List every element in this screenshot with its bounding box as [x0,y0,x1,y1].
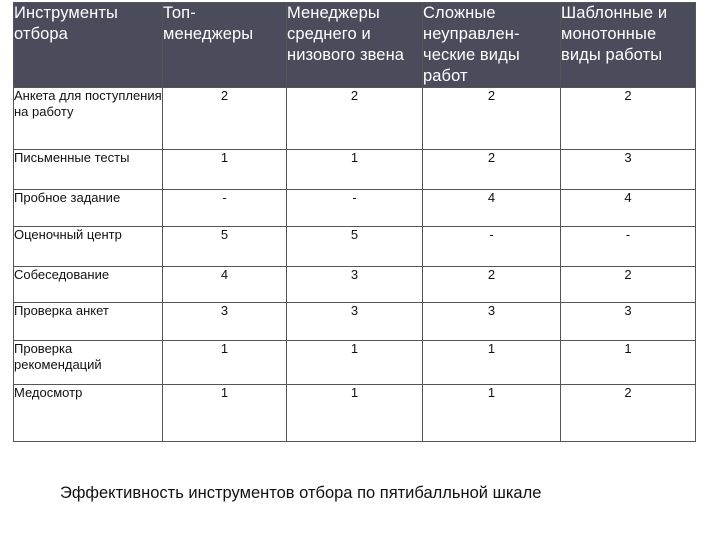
table-cell: - [561,227,696,267]
table-cell: 1 [287,341,423,385]
row-label: Оценочный центр [14,227,163,267]
table-cell: 2 [561,88,696,150]
table-row [14,341,696,385]
table-cell: 1 [287,150,423,190]
table-row [14,385,696,442]
row-label: Медосмотр [14,385,163,442]
table-row [14,150,696,190]
table-cell: 2 [423,88,561,150]
table-cell: 2 [561,267,696,303]
table-cell: 1 [423,385,561,442]
table-cell: - [287,190,423,227]
header-middle-managers: Менеджеры среднего и низового звена [287,3,423,88]
table-cell: 1 [163,341,287,385]
table-cell: 3 [287,267,423,303]
table-row [14,303,696,341]
table-cell: 4 [163,267,287,303]
table-cell: 2 [423,150,561,190]
table-row [14,88,696,150]
header-tools: Инструменты отбора [14,3,163,88]
header-top-managers: Топ-менеджеры [163,3,287,88]
table-cell: 1 [423,341,561,385]
table-cell: 1 [287,385,423,442]
table-cell: 3 [287,303,423,341]
table-cell: 5 [163,227,287,267]
table-cell: 3 [163,303,287,341]
table-cell: 3 [561,150,696,190]
table-cell: 4 [561,190,696,227]
table-cell: 3 [561,303,696,341]
header-routine-work: Шаблонные и монотонные виды работы [561,3,696,88]
table-cell: 3 [423,303,561,341]
table-cell: - [423,227,561,267]
row-label: Проверка рекомендаций [14,341,163,385]
table-cell: 2 [561,385,696,442]
header-complex-work: Сложные неуправлен-ческие виды работ [423,3,561,88]
table-cell: 4 [423,190,561,227]
table-cell: 2 [163,88,287,150]
table-row [14,267,696,303]
table-cell: - [163,190,287,227]
table-cell: 1 [163,385,287,442]
table-row [14,227,696,267]
table-cell: 2 [423,267,561,303]
table-row [14,190,696,227]
table-cell: 1 [163,150,287,190]
table-caption: Эффективность инструментов отбора по пятибалльной шкале [60,484,542,502]
table-cell: 5 [287,227,423,267]
row-label: Анкета для поступления на работу [14,88,163,150]
row-label: Собеседование [14,267,163,303]
table-cell: 2 [287,88,423,150]
row-label: Пробное задание [14,190,163,227]
header-row [14,3,696,88]
selection-tools-table [13,2,696,442]
row-label: Проверка анкет [14,303,163,341]
table-cell: 1 [561,341,696,385]
row-label: Письменные тесты [14,150,163,190]
